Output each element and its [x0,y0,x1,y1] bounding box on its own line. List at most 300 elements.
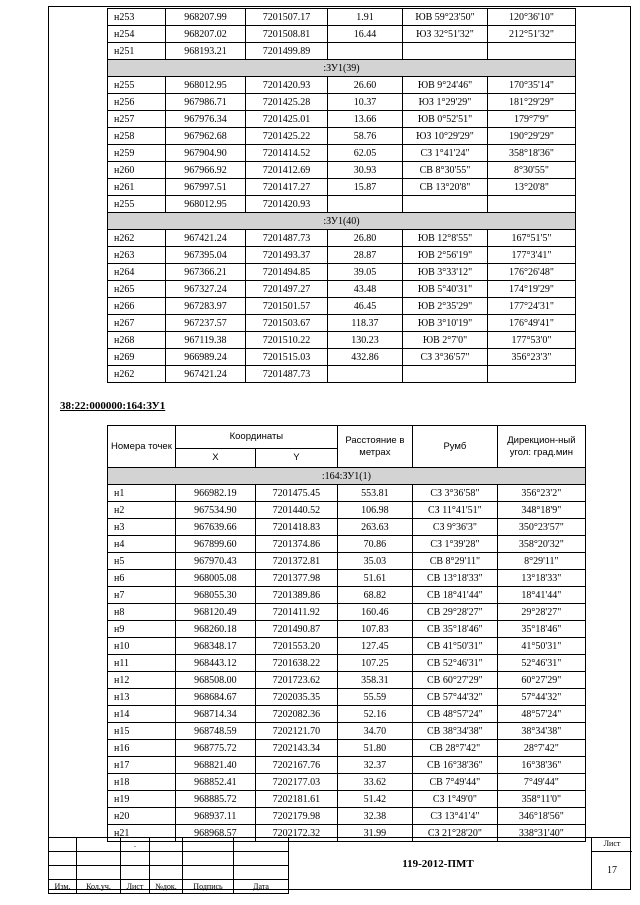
distance: 46.45 [328,298,403,315]
coord-y: 7201487.73 [246,230,328,247]
coord-y: 7201510.22 [246,332,328,349]
coord-x: 968193.21 [166,43,246,60]
point-number: н255 [108,77,166,94]
rumb: СВ 38°34'38" [412,723,497,740]
coord-y: 7202167.76 [255,757,337,774]
table-row [108,536,586,553]
coord-y: 7201507.17 [246,9,328,26]
point-number: н265 [108,281,166,298]
point-number: н7 [108,587,176,604]
section-row [108,60,576,77]
label-kol: Кол.уч. [77,880,121,894]
section-row [108,213,576,230]
rumb: СВ 48°57'24" [412,706,497,723]
point-number: н2 [108,502,176,519]
header-azimuth: Дирекцион-ный угол: град.мин [497,426,585,468]
distance: 432.86 [328,349,403,366]
table-row [108,128,576,145]
coord-x: 968260.18 [175,621,255,638]
table-row [108,26,576,43]
section-label: :ЗУ1(40) [108,213,576,230]
coord-y: 7201440.52 [255,502,337,519]
coord-y: 7202177.03 [255,774,337,791]
rumb: СЗ 13°41'4" [412,808,497,825]
coord-y: 7201553.20 [255,638,337,655]
coord-y: 7201414.52 [246,145,328,162]
azimuth: 181°29'29" [488,94,576,111]
point-number: н251 [108,43,166,60]
coord-x: 967986.71 [166,94,246,111]
rumb [403,196,488,213]
azimuth: 41°50'31" [497,638,585,655]
coord-x: 967366.21 [166,264,246,281]
coord-y: 7202082.36 [255,706,337,723]
distance [328,366,403,383]
distance: 107.25 [337,655,412,672]
coord-x: 967395.04 [166,247,246,264]
point-number: н3 [108,519,176,536]
coord-y: 7201503.67 [246,315,328,332]
table-row [108,230,576,247]
table-row [108,349,576,366]
azimuth [488,366,576,383]
point-number: н254 [108,26,166,43]
coord-x: 968012.95 [166,77,246,94]
coord-y: 7201425.22 [246,128,328,145]
header-points: Номера точек [108,426,176,468]
rumb: СЗ 1°41'24" [403,145,488,162]
table-row [108,672,586,689]
azimuth: 338°31'40" [497,825,585,842]
section-label: :164:ЗУ1(1) [108,468,586,485]
coord-x: 968055.30 [175,587,255,604]
coord-y: 7202179.98 [255,808,337,825]
document-code: 119-2012-ПМТ [402,857,474,870]
table-row [108,315,576,332]
distance: 30.93 [328,162,403,179]
distance: 106.98 [337,502,412,519]
distance: 51.61 [337,570,412,587]
distance: 160.46 [337,604,412,621]
coord-x: 968005.08 [175,570,255,587]
coord-x: 968508.00 [175,672,255,689]
label-izm: Изм. [49,880,77,894]
azimuth: 350°23'57" [497,519,585,536]
coord-x: 968748.59 [175,723,255,740]
rumb: СЗ 3°36'57" [403,349,488,366]
rumb: ЮВ 9°24'46" [403,77,488,94]
table-row [108,94,576,111]
label-ndok: №док. [150,880,183,894]
table-row [108,179,576,196]
distance: 28.87 [328,247,403,264]
distance: 58.76 [328,128,403,145]
coord-y: 7202121.70 [255,723,337,740]
coord-y: 7201723.62 [255,672,337,689]
table-row [108,145,576,162]
table-row [108,757,586,774]
coord-x: 968714.34 [175,706,255,723]
azimuth: 28°7'42" [497,740,585,757]
table-row [108,9,576,26]
coord-x: 968012.95 [166,196,246,213]
rumb: ЮВ 3°33'12" [403,264,488,281]
point-number: н9 [108,621,176,638]
coord-y: 7201515.03 [246,349,328,366]
coord-y: 7201638.22 [255,655,337,672]
point-number: н10 [108,638,176,655]
coord-y: 7201389.86 [255,587,337,604]
rumb: ЮЗ 10°29'29" [403,128,488,145]
rumb: СЗ 1°39'28" [412,536,497,553]
coord-x: 968207.02 [166,26,246,43]
point-number: н266 [108,298,166,315]
table-row [108,587,586,604]
point-number: н268 [108,332,166,349]
distance: 263.63 [337,519,412,536]
coord-x: 968885.72 [175,791,255,808]
rumb: ЮВ 2°7'0" [403,332,488,349]
coord-x: 968968.57 [175,825,255,842]
coord-y: 7201493.37 [246,247,328,264]
sheet-number: 17 [607,865,617,876]
coord-x: 967237.57 [166,315,246,332]
azimuth: 358°20'32" [497,536,585,553]
point-number: н261 [108,179,166,196]
point-number: н269 [108,349,166,366]
rumb: СВ 29°28'27" [412,604,497,621]
table-row [108,553,586,570]
azimuth: 348°18'9" [497,502,585,519]
table-row [108,281,576,298]
distance: 26.60 [328,77,403,94]
table-row [108,740,586,757]
coord-x: 967327.24 [166,281,246,298]
rumb: СВ 13°20'8" [403,179,488,196]
coord-y: 7201425.01 [246,111,328,128]
coord-x: 967639.66 [175,519,255,536]
table-row [108,689,586,706]
section-row [108,468,586,485]
point-number: н8 [108,604,176,621]
distance: 127.45 [337,638,412,655]
coord-x: 968775.72 [175,740,255,757]
table-row [108,621,586,638]
distance: 52.16 [337,706,412,723]
table-row [108,723,586,740]
point-number: н1 [108,485,176,502]
coord-x: 968937.11 [175,808,255,825]
coord-y: 7201487.73 [246,366,328,383]
coord-y: 7201420.93 [246,77,328,94]
azimuth: 13°18'33" [497,570,585,587]
azimuth: 8°30'55" [488,162,576,179]
table-row [108,638,586,655]
rumb: ЮЗ 1°29'29" [403,94,488,111]
coord-x: 967976.34 [166,111,246,128]
coord-y: 7201411.92 [255,604,337,621]
table-row [108,706,586,723]
rumb: СВ 8°29'11" [412,553,497,570]
point-number: н263 [108,247,166,264]
point-number: н255 [108,196,166,213]
rumb: ЮВ 0°52'51" [403,111,488,128]
azimuth: 358°11'0" [497,791,585,808]
table-row [108,43,576,60]
table-row [108,366,576,383]
distance: 31.99 [337,825,412,842]
point-number: н253 [108,9,166,26]
azimuth: 356°23'3" [488,349,576,366]
rumb: СВ 28°7'42" [412,740,497,757]
coord-x: 967119.38 [166,332,246,349]
rumb: СВ 13°18'33" [412,570,497,587]
distance: 1.91 [328,9,403,26]
rumb: СВ 7°49'44" [412,774,497,791]
point-number: н262 [108,230,166,247]
azimuth: 18°41'44" [497,587,585,604]
azimuth: 176°49'41" [488,315,576,332]
azimuth: 120°36'10" [488,9,576,26]
coord-y: 7202181.61 [255,791,337,808]
point-number: н267 [108,315,166,332]
header-rumb: Румб [412,426,497,468]
azimuth [488,196,576,213]
azimuth: 177°3'41" [488,247,576,264]
azimuth: 190°29'29" [488,128,576,145]
coord-x: 967283.97 [166,298,246,315]
table-row [108,791,586,808]
azimuth: 13°20'8" [488,179,576,196]
rumb: СЗ 3°36'58" [412,485,497,502]
distance: 358.31 [337,672,412,689]
coord-y: 7201501.57 [246,298,328,315]
label-podpis: Подпись [183,880,234,894]
azimuth: 48°57'24" [497,706,585,723]
coord-x: 968821.40 [175,757,255,774]
distance: 32.38 [337,808,412,825]
distance: 553.81 [337,485,412,502]
table-row [108,604,586,621]
distance: 15.87 [328,179,403,196]
distance: 118.37 [328,315,403,332]
coord-x: 967962.68 [166,128,246,145]
table-row [108,77,576,94]
table-row [108,570,586,587]
distance: 43.48 [328,281,403,298]
coord-x: 967421.24 [166,230,246,247]
header-distance: Расстояние в метрах [337,426,412,468]
point-number: н20 [108,808,176,825]
rumb [403,366,488,383]
distance [328,43,403,60]
coord-x: 967904.90 [166,145,246,162]
coord-x: 968120.49 [175,604,255,621]
point-number: н262 [108,366,166,383]
distance: 70.86 [337,536,412,553]
coord-y: 7201425.28 [246,94,328,111]
rumb: ЮВ 2°35'29" [403,298,488,315]
distance: 32.37 [337,757,412,774]
point-number: н19 [108,791,176,808]
table-row [108,655,586,672]
coord-x: 967970.43 [175,553,255,570]
point-number: н12 [108,672,176,689]
point-number: н11 [108,655,176,672]
coord-y: 7202035.35 [255,689,337,706]
coord-y: 7201497.27 [246,281,328,298]
table-row [108,162,576,179]
distance: 55.59 [337,689,412,706]
point-number: н264 [108,264,166,281]
azimuth [488,43,576,60]
table-row [108,247,576,264]
coord-y: 7201377.98 [255,570,337,587]
title-block [48,837,631,890]
rumb: СЗ 1°49'0" [412,791,497,808]
azimuth: 7°49'44" [497,774,585,791]
azimuth: 212°51'32" [488,26,576,43]
rumb: ЮВ 12°8'55" [403,230,488,247]
table-row [108,298,576,315]
table-row [108,519,586,536]
table-row [108,264,576,281]
rumb: СЗ 11°41'51" [412,502,497,519]
point-number: н5 [108,553,176,570]
point-number: н257 [108,111,166,128]
distance: 35.03 [337,553,412,570]
coord-y: 7201412.69 [246,162,328,179]
azimuth: 356°23'2" [497,485,585,502]
azimuth: 167°51'5" [488,230,576,247]
coord-x: 968348.17 [175,638,255,655]
azimuth: 170°35'14" [488,77,576,94]
sheet-box [591,837,632,890]
rumb: СЗ 9°36'3" [412,519,497,536]
coord-x: 968443.12 [175,655,255,672]
sheet-label: Лист [592,837,632,852]
coord-x: 968207.99 [166,9,246,26]
point-number: н21 [108,825,176,842]
coord-x: 967421.24 [166,366,246,383]
azimuth: 29°28'27" [497,604,585,621]
distance: 10.37 [328,94,403,111]
azimuth: 177°24'31" [488,298,576,315]
revision-grid [48,837,289,894]
coord-x: 968852.41 [175,774,255,791]
distance: 62.05 [328,145,403,162]
coord-x: 967899.60 [175,536,255,553]
coordinates-table-continued [107,8,576,383]
rumb: СВ 41°50'31" [412,638,497,655]
azimuth: 177°53'0" [488,332,576,349]
point-number: н260 [108,162,166,179]
coord-y: 7201494.85 [246,264,328,281]
rumb: ЮВ 3°10'19" [403,315,488,332]
point-number: н4 [108,536,176,553]
coord-x: 967997.51 [166,179,246,196]
rumb: ЮЗ 32°51'32" [403,26,488,43]
coord-x: 967966.92 [166,162,246,179]
distance: 107.83 [337,621,412,638]
distance [328,196,403,213]
point-number: н13 [108,689,176,706]
table-row [108,485,586,502]
distance: 34.70 [337,723,412,740]
rumb: СЗ 21°28'20" [412,825,497,842]
coord-y: 7201374.86 [255,536,337,553]
coord-x: 968684.67 [175,689,255,706]
rumb: ЮВ 59°23'50" [403,9,488,26]
rumb: СВ 18°41'44" [412,587,497,604]
header-coordinates: Координаты [175,426,337,449]
table-row [108,111,576,128]
table-row [108,502,586,519]
coord-y: 7202172.32 [255,825,337,842]
distance: 39.05 [328,264,403,281]
coord-x: 966982.19 [175,485,255,502]
point-number: н259 [108,145,166,162]
table-row [108,196,576,213]
point-number: н17 [108,757,176,774]
azimuth: 358°18'36" [488,145,576,162]
rumb: СВ 60°27'29" [412,672,497,689]
azimuth: 38°34'38" [497,723,585,740]
coord-y: 7201508.81 [246,26,328,43]
section-label: :ЗУ1(39) [108,60,576,77]
rumb [403,43,488,60]
azimuth: 346°18'56" [497,808,585,825]
rumb: ЮВ 5°40'31" [403,281,488,298]
distance: 13.66 [328,111,403,128]
coord-y: 7201372.81 [255,553,337,570]
point-number: н6 [108,570,176,587]
rumb: СВ 52°46'31" [412,655,497,672]
point-number: н14 [108,706,176,723]
table-row [108,774,586,791]
azimuth: 174°19'29" [488,281,576,298]
rumb: СВ 57°44'32" [412,689,497,706]
rumb: СВ 16°38'36" [412,757,497,774]
header-x: X [175,449,255,468]
point-number: н15 [108,723,176,740]
coord-y: 7201420.93 [246,196,328,213]
distance: 51.80 [337,740,412,757]
table-row [108,808,586,825]
table-row [108,332,576,349]
coord-y: 7201475.45 [255,485,337,502]
distance: 51.42 [337,791,412,808]
azimuth: 57°44'32" [497,689,585,706]
point-number: н16 [108,740,176,757]
azimuth: 179°7'9" [488,111,576,128]
azimuth: 52°46'31" [497,655,585,672]
distance: 68.82 [337,587,412,604]
coord-x: 966989.24 [166,349,246,366]
coord-y: 7201418.83 [255,519,337,536]
azimuth: 35°18'46" [497,621,585,638]
header-y: Y [255,449,337,468]
azimuth: 16°38'36" [497,757,585,774]
azimuth: 60°27'29" [497,672,585,689]
coord-y: 7201499.89 [246,43,328,60]
rumb: ЮВ 2°56'19" [403,247,488,264]
coord-x: 967534.90 [175,502,255,519]
distance: 16.44 [328,26,403,43]
coord-y: 7201490.87 [255,621,337,638]
rumb: СВ 35°18'46" [412,621,497,638]
label-data: Дата [234,880,289,894]
